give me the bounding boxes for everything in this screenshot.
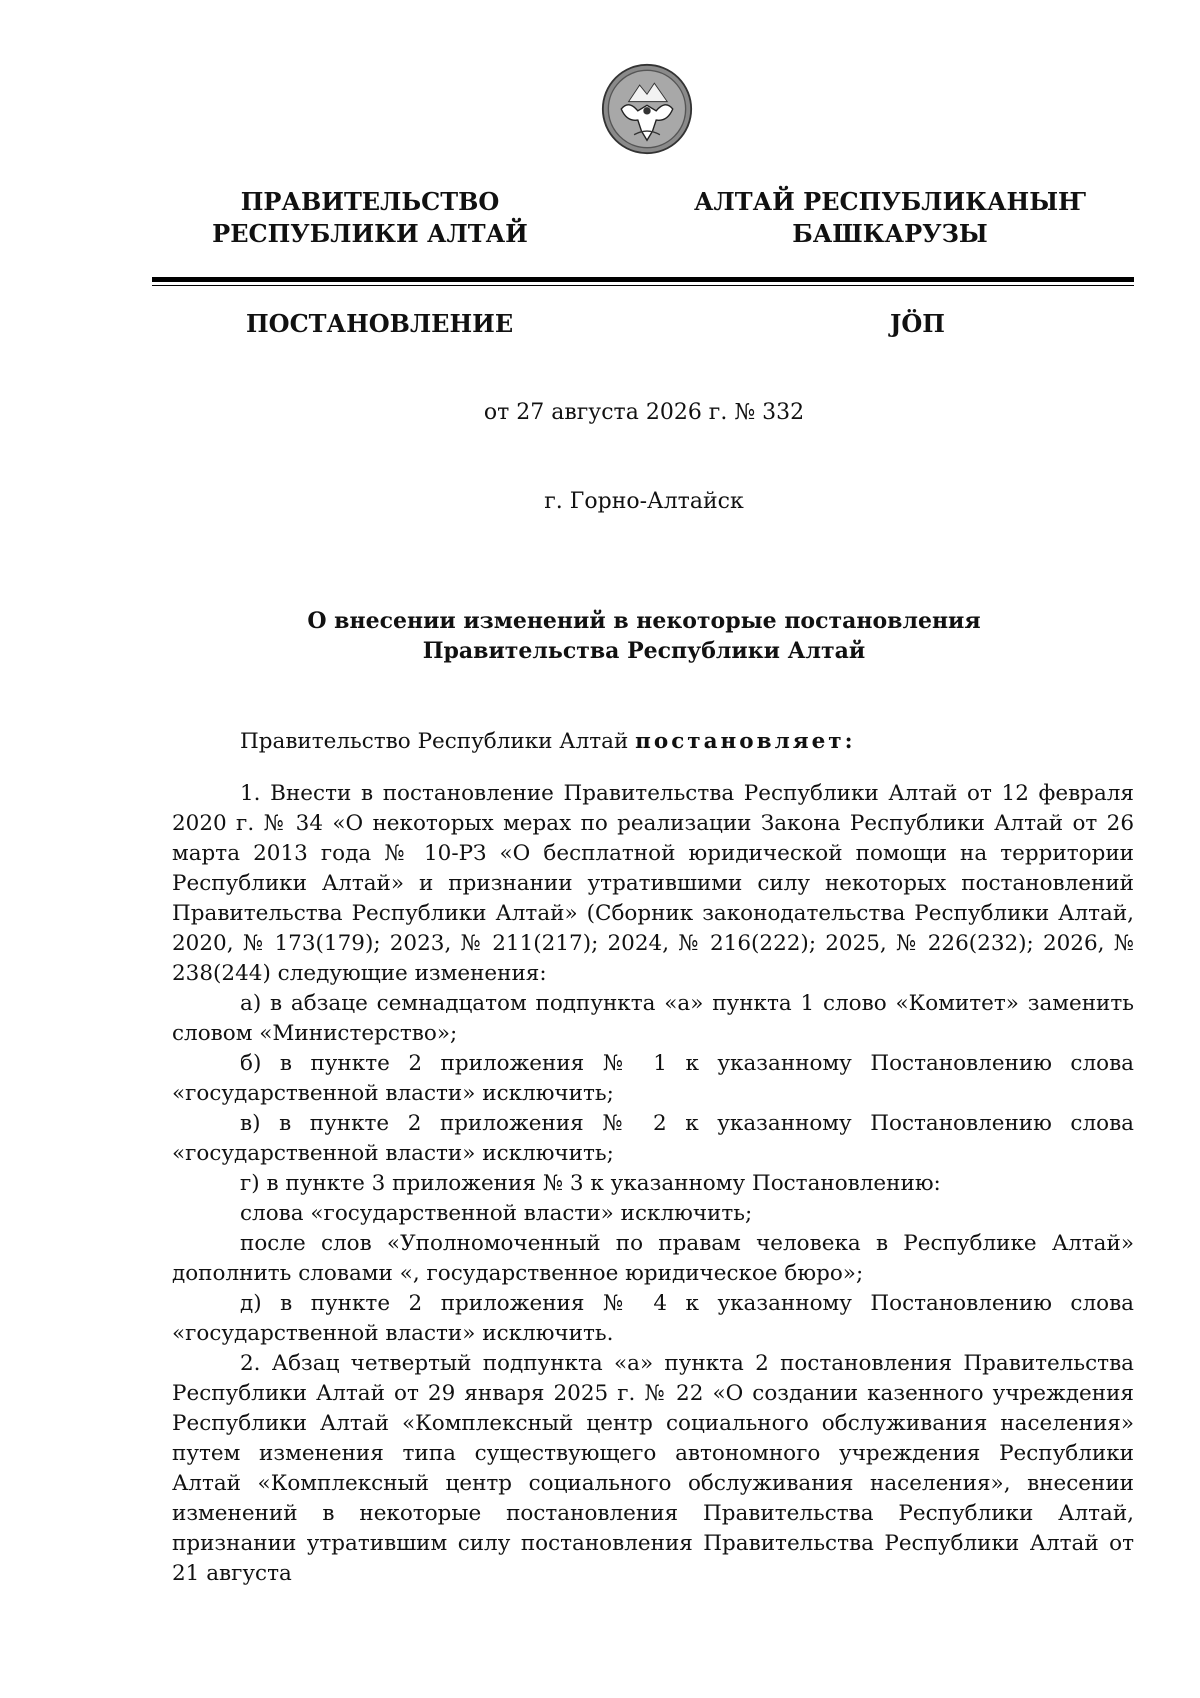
body-paragraph: 2. Абзац четвертый подпункта «а» пункта 2 постановления Правительства Республики Алтай от 29 января 2025 г. № 22 «О создании казенного учреждения Республики Алтай «Комплексный центр социального обслуживания населения» путем изменения типа существующего автономного учреждения Республики Алтай «Комплексный центр социального обслуживания населения», внесении изменений в некоторые постановления Правительства Республики Алтай, признании утратившим силу постановления Правительства Республики Алтай от 21 августа — [172, 1351, 1134, 1586]
government-name-line1: ПРАВИТЕЛЬСТВО — [240, 187, 500, 216]
document-date-number: от 27 августа 2026 г. № 332 — [483, 400, 805, 425]
document-body — [172, 727, 1134, 1589]
document-type-russian: ПОСТАНОВЛЕНИЕ — [246, 309, 514, 338]
document-title-line1: О внесении изменений в некоторые постановления — [307, 608, 981, 634]
document-title-line2: Правительства Республики Алтай — [422, 638, 866, 664]
body-paragraph: д) в пункте 2 приложения № 4 к указанному Постановлению слова «государственной власти» исключить. — [172, 1291, 1134, 1346]
government-name-line2: РЕСПУБЛИКИ АЛТАЙ — [212, 219, 528, 248]
body-paragraph: г) в пункте 3 приложения № 3 к указанному Постановлению: — [240, 1171, 941, 1196]
government-name-altai-line2: БАШКАРУЗЫ — [792, 219, 988, 248]
intro-prefix: Правительство Республики Алтай — [240, 729, 636, 754]
coat-of-arms-emblem — [601, 63, 693, 155]
document-city: г. Горно-Алтайск — [544, 489, 744, 514]
government-name-altai — [690, 186, 1090, 250]
intro-paragraph — [172, 727, 1134, 757]
body-paragraph: слова «государственной власти» исключить; — [240, 1201, 753, 1226]
government-name-altai-line1: АЛТАЙ РЕСПУБЛИКАНЫҤ — [693, 187, 1087, 216]
intro-verb: постановляет: — [635, 729, 856, 754]
header-divider-thick — [152, 277, 1134, 282]
document-title — [0, 606, 1200, 666]
header-divider-thin — [152, 285, 1134, 286]
body-paragraph: после слов «Уполномоченный по правам человека в Республике Алтай» дополнить словами «, государственное юридическое бюро»; — [172, 1231, 1134, 1286]
body-paragraph: в) в пункте 2 приложения № 2 к указанному Постановлению слова «государственной власти» исключить; — [172, 1111, 1134, 1166]
document-type-altai: JÖП — [890, 309, 945, 338]
body-paragraph: а) в абзаце семнадцатом подпункта «а» пункта 1 слово «Комитет» заменить словом «Министерство»; — [172, 991, 1134, 1046]
government-name-russian — [170, 186, 570, 250]
body-paragraph: б) в пункте 2 приложения № 1 к указанному Постановлению слова «государственной власти» исключить; — [172, 1051, 1134, 1106]
body-paragraph: 1. Внести в постановление Правительства Республики Алтай от 12 февраля 2020 г. № 34 «О некоторых мерах по реализации Закона Республики Алтай от 26 марта 2013 года № 10-РЗ «О бесплатной юридической помощи на территории Республики Алтай» и признании утратившими силу некоторых постановлений Правительства Республики Алтай» (Сборник законодательства Республики Алтай, 2020, № 173(179); 2023, № 211(217); 2024, № 216(222); 2025, № 226(232); 2026, № 238(244) следующие изменения: — [172, 781, 1134, 986]
